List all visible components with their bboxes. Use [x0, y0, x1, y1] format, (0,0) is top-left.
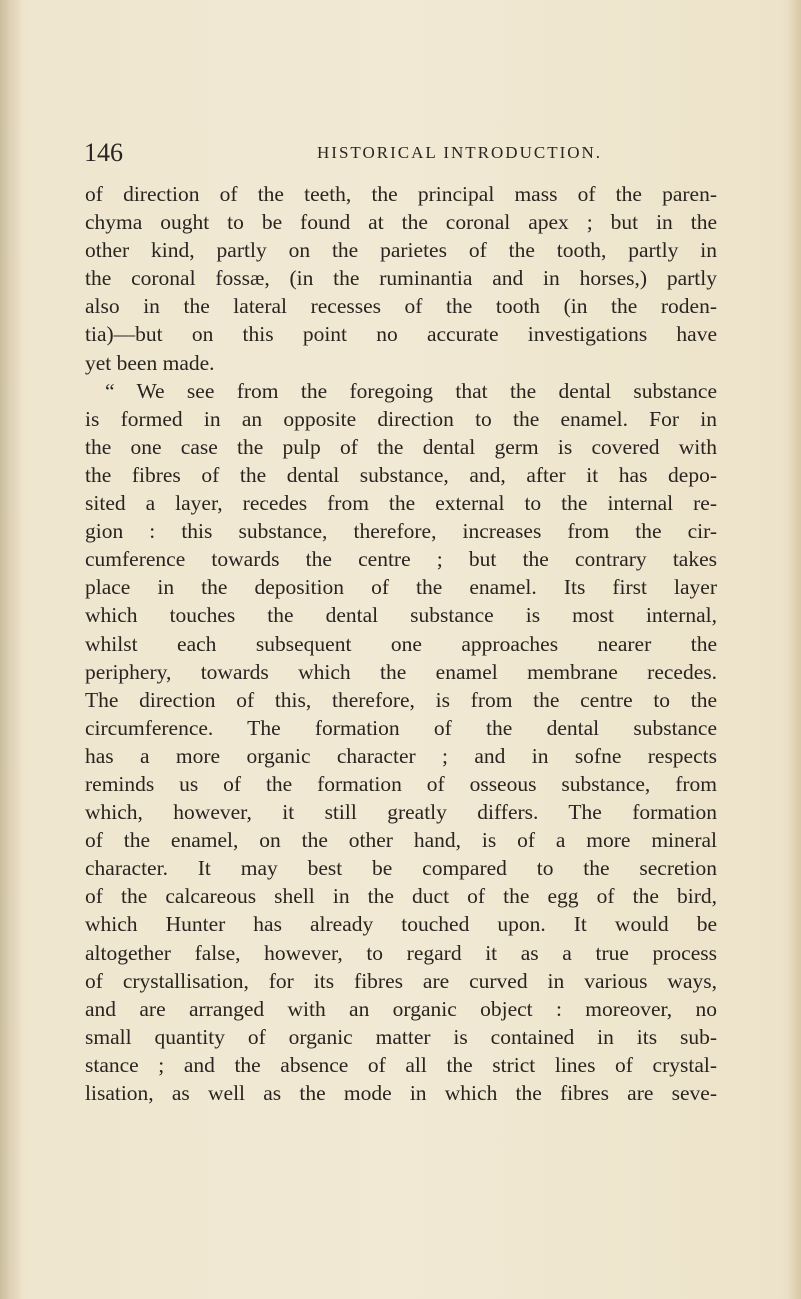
text-line: is formed in an opposite direction to the enamel. For in — [85, 406, 717, 431]
text-line: the fibres of the dental substance, and, after it has depo- — [85, 462, 717, 487]
text-line: the one case the pulp of the dental germ is covered with — [85, 434, 717, 459]
text-line: place in the deposition of the enamel. Its first layer — [85, 575, 717, 600]
text-line: sited a layer, recedes from the external to the internal re- — [85, 491, 717, 516]
text-line: cumference towards the centre ; but the contrary takes — [85, 547, 717, 572]
text-line: periphery, towards which the enamel membrane recedes. — [85, 659, 717, 684]
text-line: lisation, as well as the mode in which the fibres are seve- — [85, 1081, 717, 1105]
binding-edge — [0, 0, 22, 1299]
text-line: The direction of this, therefore, is from the centre to the — [85, 687, 717, 712]
text-line: character. It may best be compared to the secretion — [85, 856, 717, 881]
text-line: small quantity of organic matter is contained in its sub- — [85, 1024, 717, 1049]
text-line: circumference. The formation of the dental substance — [85, 715, 717, 740]
text-line: gion : this substance, therefore, increases from the cir- — [85, 519, 717, 544]
text-line: has a more organic character ; and in sofne respects — [85, 743, 717, 768]
text-line: yet been made. — [85, 350, 215, 375]
text-line: and are arranged with an organic object : moreover, no — [85, 996, 717, 1021]
text-line: of crystallisation, for its fibres are curved in various ways, — [85, 968, 717, 993]
body-text — [85, 180, 717, 1107]
text-line: which Hunter has already touched upon. It would be — [85, 912, 717, 937]
running-head — [84, 137, 724, 169]
text-line: tia)—but on this point no accurate investigations have — [85, 322, 717, 347]
page-edge — [789, 0, 801, 1299]
text-line: of the calcareous shell in the duct of the egg of the bird, — [85, 884, 717, 909]
text-line: of the enamel, on the other hand, is of a more mineral — [85, 828, 717, 853]
text-line: “ We see from the foregoing that the dental substance — [105, 378, 717, 403]
text-line: stance ; and the absence of all the strict lines of crystal- — [85, 1052, 717, 1077]
text-line: which, however, it still greatly differs. The formation — [85, 800, 717, 825]
text-line: whilst each subsequent one approaches nearer the — [85, 631, 717, 656]
text-line: chyma ought to be found at the coronal apex ; but in the — [85, 210, 717, 235]
text-line: of direction of the teeth, the principal mass of the paren- — [85, 182, 717, 206]
text-line: reminds us of the formation of osseous substance, from — [85, 771, 717, 796]
text-line: the coronal fossæ, (in the ruminantia and in horses,) partly — [85, 266, 717, 291]
page-number: 146 — [84, 138, 123, 167]
text-line: which touches the dental substance is most internal, — [85, 603, 717, 628]
running-head-title: HISTORICAL INTRODUCTION. — [317, 143, 603, 162]
text-line: altogether false, however, to regard it as a true process — [85, 940, 717, 965]
text-line: also in the lateral recesses of the tooth (in the roden- — [85, 294, 717, 319]
text-line: other kind, partly on the parietes of the tooth, partly in — [85, 238, 717, 263]
